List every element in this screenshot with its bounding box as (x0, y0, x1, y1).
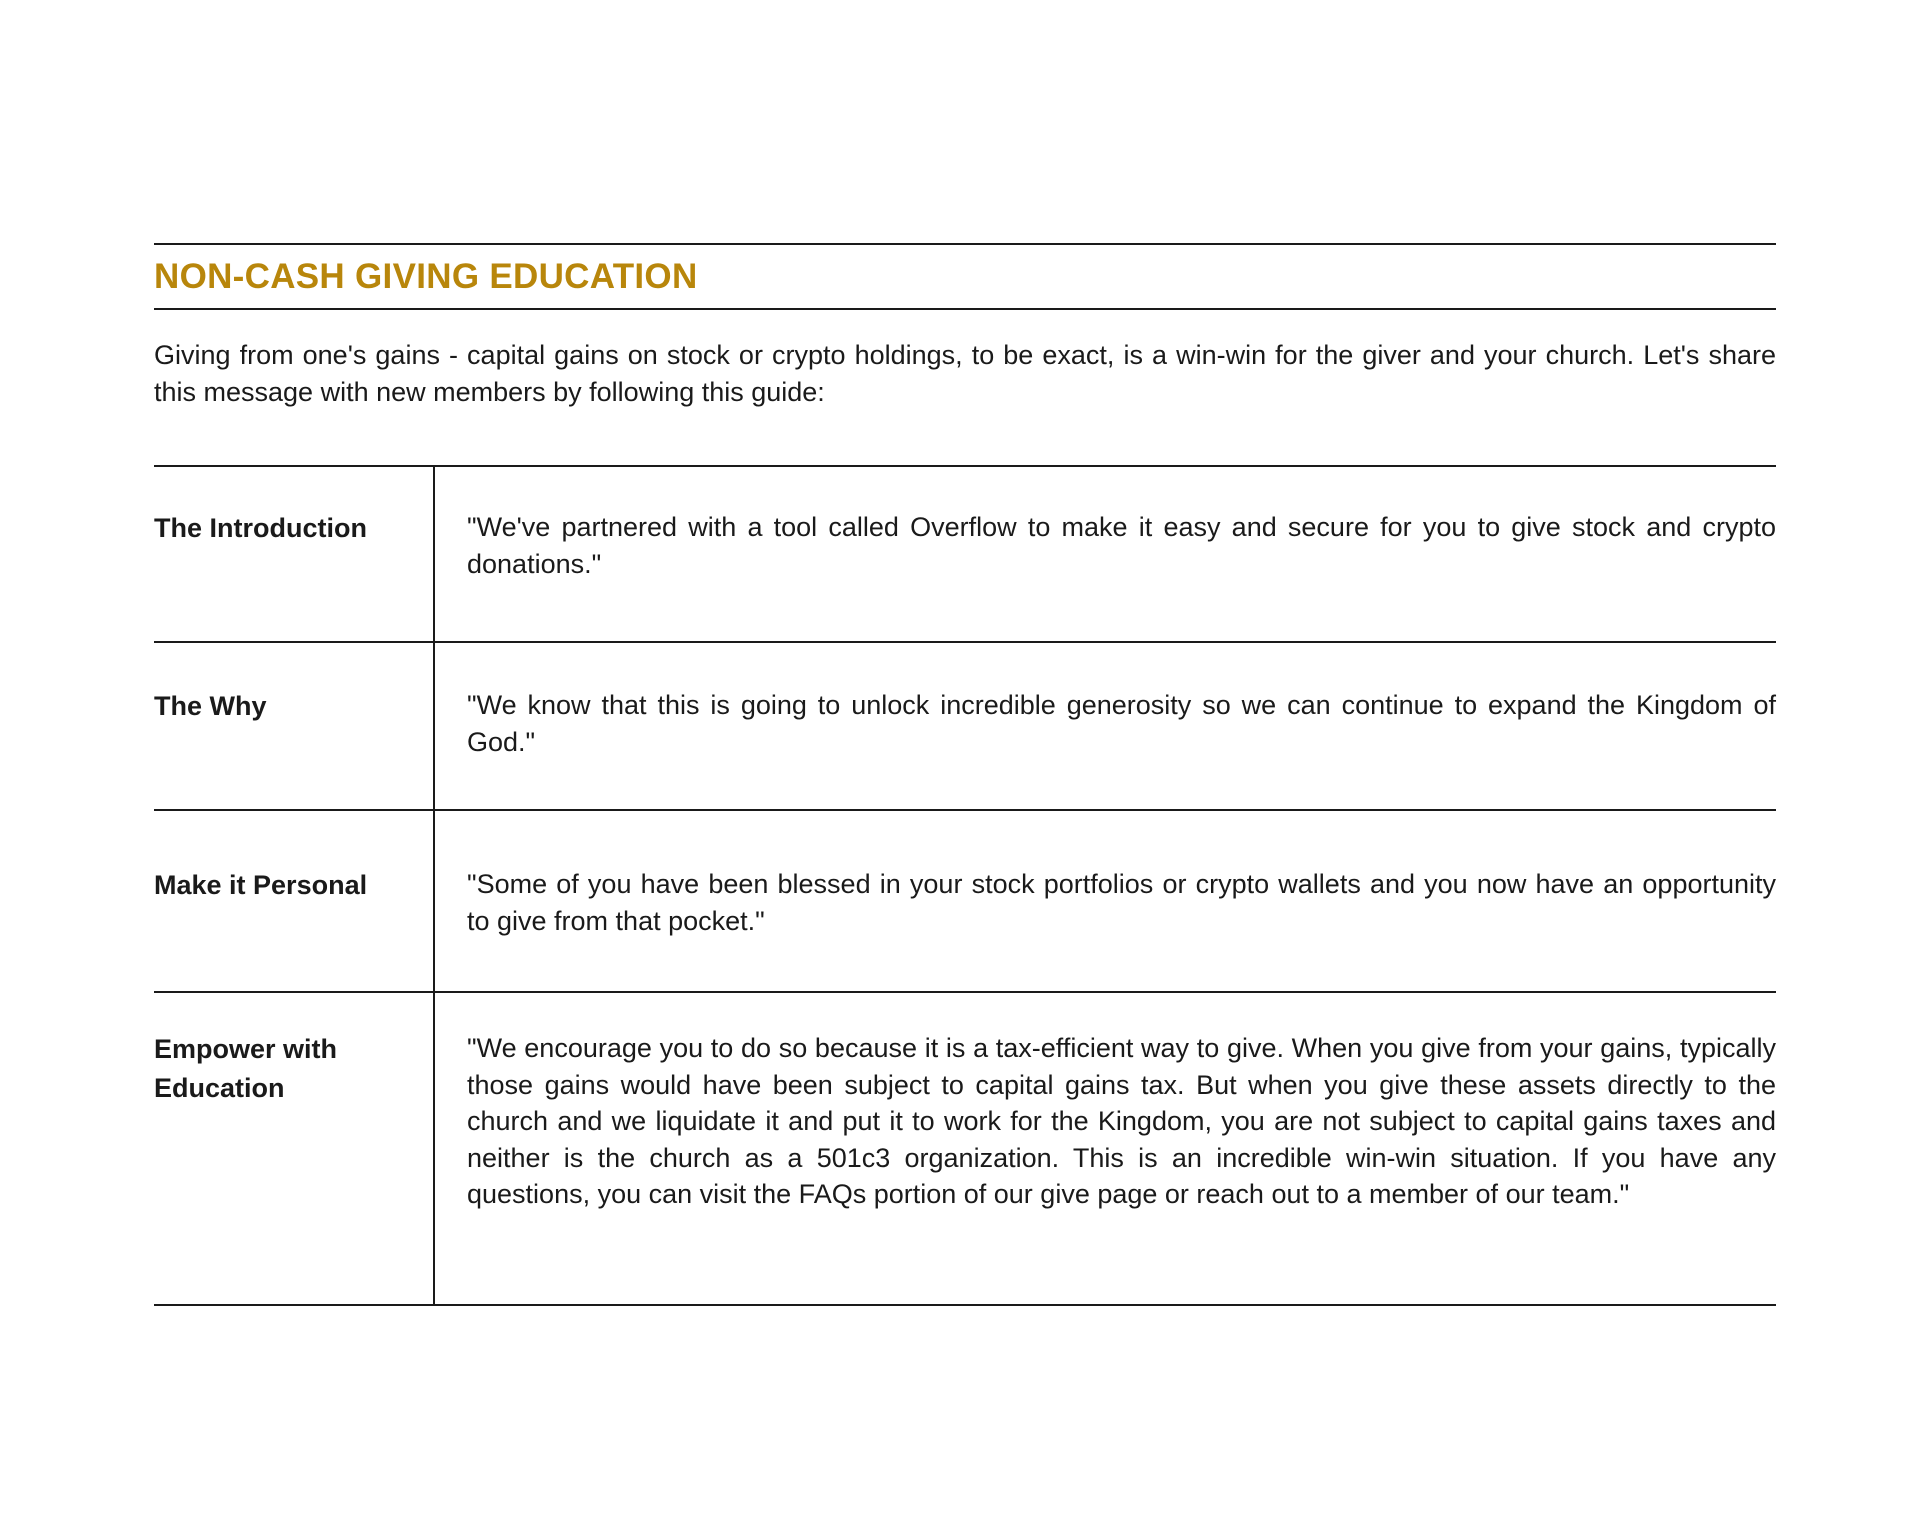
title-bottom-rule (154, 308, 1776, 310)
guide-row-quote: "We know that this is going to unlock incredible generosity so we can continue to expand the Kingdom of God." (467, 690, 1776, 757)
guide-row-quote: "We've partnered with a tool called Overflow to make it easy and secure for you to give stock and crypto donations." (467, 512, 1776, 579)
guide-row-label: Make it Personal (154, 811, 435, 991)
guide-row-quote: "Some of you have been blessed in your stock portfolios or crypto wallets and you now have an opportunity to give from that pocket." (467, 869, 1776, 936)
guide-table (154, 465, 1776, 1306)
guide-row-quote: "We encourage you to do so because it is a tax-efficient way to give. When you give from your gains, typically those gains would have been subject to capital gains tax. But when you give these assets directly to the church and we liquidate it and put it to work for the Kingdom, you are not subject to capital gains taxes and neither is the church as a 501c3 organization. This is an incredible win-win situation. If you have any questions, you can visit the FAQs portion of our give page or reach out to a member of our team." (467, 1033, 1776, 1209)
guide-row-education (154, 991, 1776, 1304)
guide-row-label: The Why (154, 643, 435, 809)
guide-row-label: The Introduction (154, 467, 435, 641)
guide-row-label: Empower with Education (154, 993, 435, 1304)
guide-row-introduction (154, 467, 1776, 641)
page-title: NON-CASH GIVING EDUCATION (154, 257, 698, 296)
intro-paragraph: Giving from one's gains - capital gains on stock or crypto holdings, to be exact, is a win-win for the giver and your church. Let's share this message with new members by following this guide: (154, 340, 1776, 407)
document-page (154, 243, 1776, 1306)
guide-row-personal (154, 809, 1776, 991)
guide-row-why (154, 641, 1776, 809)
